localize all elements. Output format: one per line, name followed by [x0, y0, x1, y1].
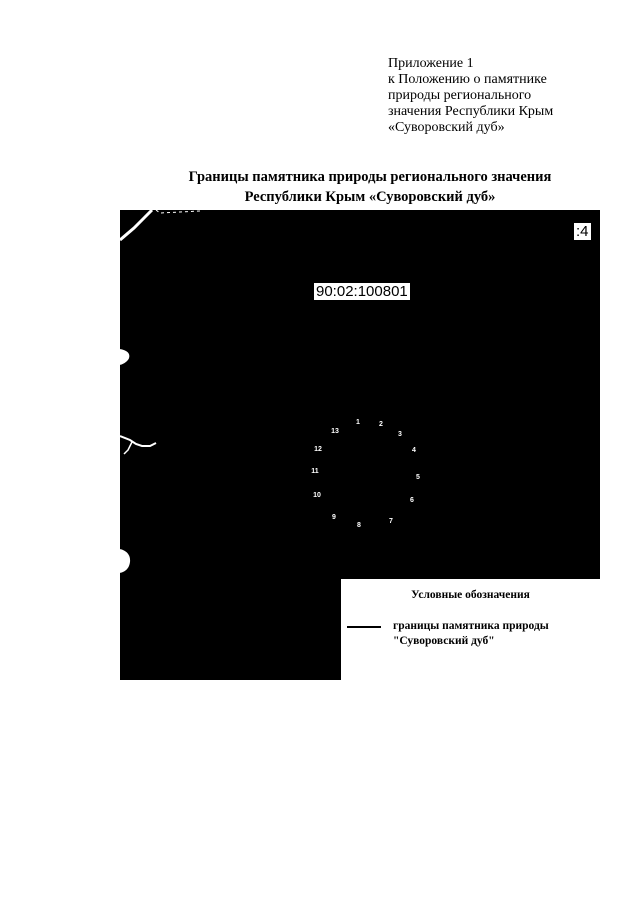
- road-edge-line: [156, 210, 200, 213]
- appendix-line: природы регионального: [388, 88, 532, 103]
- appendix-line: Приложение 1: [388, 56, 474, 71]
- stream-branch: [124, 442, 132, 454]
- legend-boundary-line-symbol: [347, 626, 381, 628]
- boundary-point-13: 13: [331, 428, 339, 435]
- boundary-point-9: 9: [332, 514, 336, 521]
- page-title: [120, 167, 620, 207]
- boundary-point-6: 6: [410, 497, 414, 504]
- legend-title: Условные обозначения: [411, 589, 530, 601]
- appendix-line: «Суворовский дуб»: [388, 120, 505, 135]
- legend-item-label: [393, 619, 549, 649]
- sheet-number-label: :4: [576, 223, 589, 240]
- boundary-point-12: 12: [314, 446, 322, 453]
- boundary-point-7: 7: [389, 518, 393, 525]
- map-area[interactable]: [120, 210, 600, 680]
- cadastral-quarter-label: 90:02:100801: [316, 283, 408, 300]
- appendix-line: значения Республики Крым: [388, 104, 554, 119]
- boundary-point-3: 3: [398, 431, 402, 438]
- appendix-line: к Положению о памятнике: [388, 72, 547, 87]
- legend-item-line-1: границы памятника природы: [393, 620, 549, 632]
- title-line-1: Границы памятника природы регионального значения: [188, 169, 552, 185]
- title-line-2: Республики Крым «Суворовский дуб»: [244, 189, 496, 205]
- boundary-point-1: 1: [356, 419, 360, 426]
- stream-line: [120, 436, 156, 446]
- boundary-point-8: 8: [357, 522, 361, 529]
- boundary-point-10: 10: [313, 492, 321, 499]
- boundary-point-4: 4: [412, 447, 416, 454]
- map-legend: [341, 579, 600, 680]
- parcel-edge: [120, 550, 129, 572]
- road-line: [120, 210, 152, 240]
- appendix-note: [388, 56, 553, 136]
- boundary-point-11: 11: [311, 468, 319, 475]
- legend-item-line-2: "Суворовский дуб": [393, 635, 495, 647]
- parcel-edge: [120, 350, 128, 364]
- boundary-point-5: 5: [416, 474, 420, 481]
- boundary-point-2: 2: [379, 421, 383, 428]
